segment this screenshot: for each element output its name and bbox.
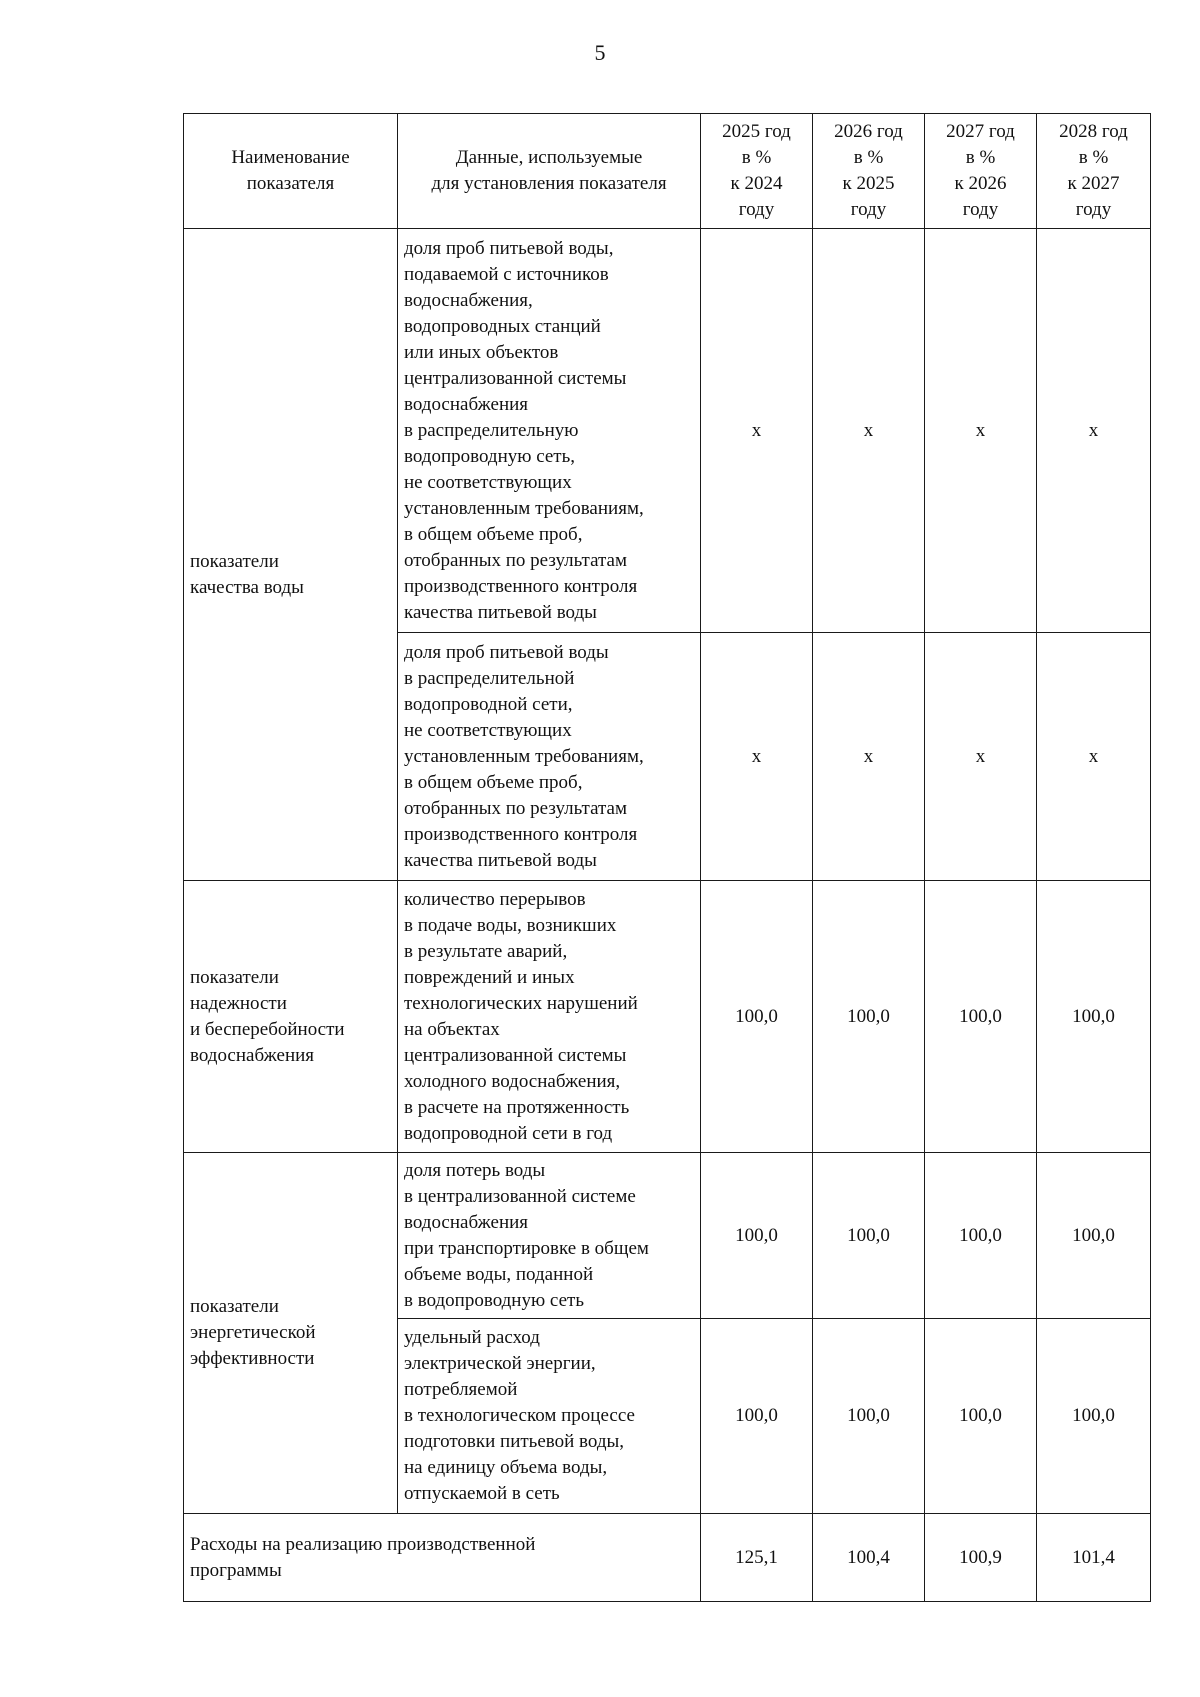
value-cell: 100,4 bbox=[813, 1514, 925, 1602]
text-line: в технологическом процессе bbox=[404, 1405, 635, 1426]
indicator-data bbox=[398, 633, 701, 881]
text-line: не соответствующих bbox=[404, 471, 572, 493]
text-line: установленным требованиям, bbox=[404, 497, 644, 519]
value-cell: 100,0 bbox=[925, 1319, 1037, 1514]
value-cell: 100,9 bbox=[925, 1514, 1037, 1602]
text-line: потребляемой bbox=[404, 1379, 518, 1400]
value-cell: 100,0 bbox=[813, 881, 925, 1153]
text-line: качества питьевой воды bbox=[404, 601, 597, 623]
text-line: к 2026 bbox=[954, 173, 1007, 194]
text-line: отобранных по результатам bbox=[404, 549, 627, 571]
text-line: к 2027 bbox=[1067, 173, 1120, 194]
text-line: в общем объеме проб, bbox=[404, 771, 583, 793]
value-cell: х bbox=[1037, 229, 1151, 633]
text-line: Данные, используемые bbox=[455, 147, 643, 168]
text-line: производственного контроля bbox=[404, 823, 638, 845]
indicator-data bbox=[398, 1319, 701, 1514]
text-line: водопроводной сети в год bbox=[404, 1122, 613, 1144]
text-line: водопроводную сеть, bbox=[404, 445, 576, 467]
indicator-data bbox=[398, 881, 701, 1153]
text-line: году bbox=[738, 199, 775, 220]
header-data-used bbox=[398, 114, 701, 229]
text-line: Расходы на реализацию производственной bbox=[190, 1533, 536, 1555]
text-line: показатели bbox=[190, 966, 279, 988]
text-line: доля потерь воды bbox=[404, 1159, 546, 1181]
value-cell: х bbox=[1037, 633, 1151, 881]
text-line: 2026 год bbox=[834, 121, 903, 142]
value-cell: 100,0 bbox=[1037, 881, 1151, 1153]
header-year-2027 bbox=[925, 114, 1037, 229]
text-line: в % bbox=[965, 147, 996, 168]
indicator-data bbox=[398, 1153, 701, 1319]
text-line: отобранных по результатам bbox=[404, 797, 627, 819]
text-line: централизованной системы bbox=[404, 367, 627, 389]
value-cell: х bbox=[813, 633, 925, 881]
text-line: качества воды bbox=[190, 576, 304, 598]
text-line: к 2024 bbox=[730, 173, 783, 194]
text-line: подготовки питьевой воды, bbox=[404, 1431, 625, 1452]
value-cell: 100,0 bbox=[925, 1153, 1037, 1319]
value-cell: х bbox=[925, 229, 1037, 633]
value-cell: 100,0 bbox=[701, 1153, 813, 1319]
text-line: в общем объеме проб, bbox=[404, 523, 583, 545]
value-cell: 101,4 bbox=[1037, 1514, 1151, 1602]
text-line: технологических нарушений bbox=[404, 992, 638, 1014]
text-line: надежности bbox=[190, 992, 287, 1014]
text-line: году bbox=[962, 199, 999, 220]
text-line: водоснабжения bbox=[190, 1044, 315, 1066]
indicator-name-quality bbox=[184, 229, 398, 881]
header-year-2026 bbox=[813, 114, 925, 229]
value-cell: 100,0 bbox=[925, 881, 1037, 1153]
value-cell: х bbox=[701, 229, 813, 633]
value-cell: 100,0 bbox=[813, 1319, 925, 1514]
text-line: производственного контроля bbox=[404, 575, 638, 597]
text-line: холодного водоснабжения, bbox=[404, 1070, 621, 1092]
text-line: не соответствующих bbox=[404, 719, 572, 741]
text-line: энергетической bbox=[190, 1322, 316, 1343]
text-line: доля проб питьевой воды, bbox=[404, 237, 614, 259]
text-line: на единицу объема воды, bbox=[404, 1457, 608, 1478]
text-line: эффективности bbox=[190, 1348, 315, 1369]
value-cell: 100,0 bbox=[701, 881, 813, 1153]
text-line: качества питьевой воды bbox=[404, 849, 597, 871]
text-line: удельный расход bbox=[404, 1327, 540, 1348]
text-line: показатели bbox=[190, 550, 279, 572]
indicator-name-reliability bbox=[184, 881, 398, 1153]
text-line: при транспортировке в общем bbox=[404, 1237, 649, 1259]
text-line: в распределительной bbox=[404, 667, 575, 689]
text-line: доля проб питьевой воды bbox=[404, 641, 609, 663]
text-line: и бесперебойности bbox=[190, 1018, 345, 1040]
text-line: к 2025 bbox=[842, 173, 895, 194]
text-line: показателя bbox=[246, 173, 335, 194]
text-line: электрической энергии, bbox=[404, 1353, 596, 1374]
production-program-table bbox=[183, 113, 1151, 1602]
text-line: объеме воды, поданной bbox=[404, 1263, 594, 1285]
text-line: водоснабжения bbox=[404, 1211, 529, 1233]
indicator-name-energy bbox=[184, 1153, 398, 1514]
text-line: водоснабжения, bbox=[404, 289, 533, 311]
text-line: или иных объектов bbox=[404, 341, 559, 363]
table-row bbox=[184, 229, 1151, 633]
text-line: водопроводных станций bbox=[404, 315, 601, 337]
page-number: 5 bbox=[594, 40, 606, 65]
text-line: 2028 год bbox=[1059, 121, 1128, 142]
text-line: водоснабжения bbox=[404, 393, 529, 415]
text-line: в % bbox=[1078, 147, 1109, 168]
text-line: году bbox=[1075, 199, 1112, 220]
text-line: установленным требованиям, bbox=[404, 745, 644, 767]
value-cell: х bbox=[813, 229, 925, 633]
expenses-label bbox=[184, 1514, 701, 1602]
text-line: отпускаемой в сеть bbox=[404, 1483, 560, 1504]
table-row bbox=[184, 881, 1151, 1153]
header-year-2025 bbox=[701, 114, 813, 229]
value-cell: х bbox=[701, 633, 813, 881]
text-line: повреждений и иных bbox=[404, 966, 575, 988]
text-line: в распределительную bbox=[404, 419, 579, 441]
header-year-2028 bbox=[1037, 114, 1151, 229]
text-line: водопроводной сети, bbox=[404, 693, 573, 715]
text-line: подаваемой с источников bbox=[404, 263, 609, 285]
text-line: программы bbox=[190, 1559, 282, 1581]
header-indicator-name bbox=[184, 114, 398, 229]
value-cell: 100,0 bbox=[1037, 1319, 1151, 1514]
text-line: в расчете на протяженность bbox=[404, 1096, 630, 1118]
text-line: в централизованной системе bbox=[404, 1185, 636, 1207]
header-row bbox=[184, 114, 1151, 229]
value-cell: 100,0 bbox=[813, 1153, 925, 1319]
value-cell: 100,0 bbox=[1037, 1153, 1151, 1319]
text-line: в % bbox=[741, 147, 772, 168]
table-row bbox=[184, 1153, 1151, 1319]
text-line: в водопроводную сеть bbox=[404, 1289, 584, 1311]
indicator-data bbox=[398, 229, 701, 633]
text-line: на объектах bbox=[404, 1018, 500, 1040]
text-line: количество перерывов bbox=[404, 888, 586, 910]
text-line: в результате аварий, bbox=[404, 940, 568, 962]
text-line: в подаче воды, возникших bbox=[404, 914, 617, 936]
value-cell: х bbox=[925, 633, 1037, 881]
text-line: Наименование bbox=[231, 147, 350, 168]
expenses-row bbox=[184, 1514, 1151, 1602]
text-line: году bbox=[850, 199, 887, 220]
text-line: показатели bbox=[190, 1296, 279, 1317]
text-line: 2025 год bbox=[722, 121, 791, 142]
text-line: 2027 год bbox=[946, 121, 1015, 142]
text-line: в % bbox=[853, 147, 884, 168]
value-cell: 125,1 bbox=[701, 1514, 813, 1602]
text-line: централизованной системы bbox=[404, 1044, 627, 1066]
text-line: для установления показателя bbox=[431, 173, 667, 194]
value-cell: 100,0 bbox=[701, 1319, 813, 1514]
